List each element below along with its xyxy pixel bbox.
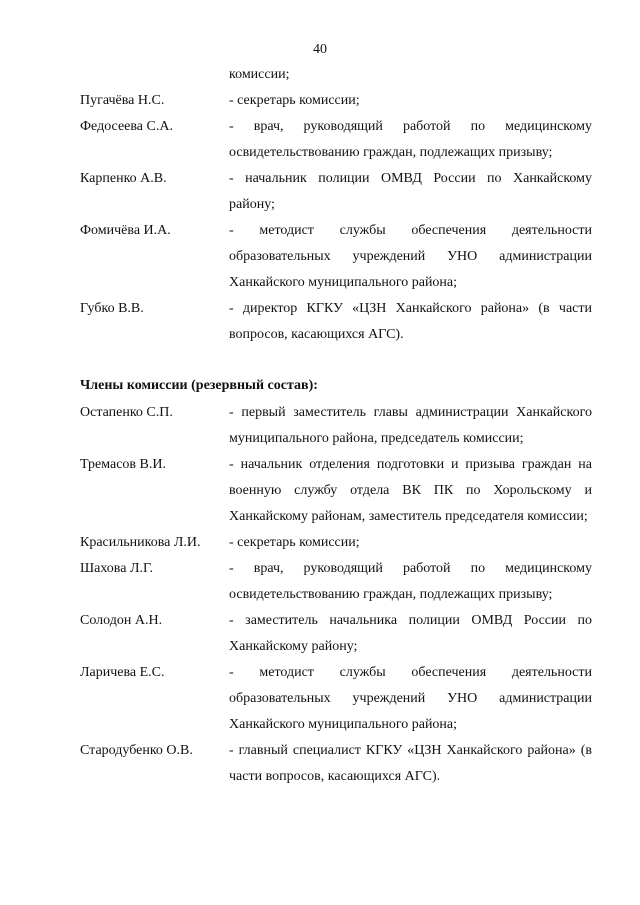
reserve-member-entry: [80, 660, 592, 738]
member-entry: [80, 218, 592, 296]
member-entry: [80, 166, 592, 218]
reserve-member-entry: [80, 452, 592, 530]
member-role: - секретарь комиссии;: [229, 93, 360, 108]
member-name: Красильникова Л.И.: [80, 535, 201, 550]
member-role: - секретарь комиссии;: [229, 535, 360, 550]
reserve-member-entry: [80, 608, 592, 660]
member-list: [80, 88, 592, 790]
member-name: Пугачёва Н.С.: [80, 93, 165, 108]
member-name: Солодон А.Н.: [80, 613, 163, 628]
member-role: - врач, руководящий работой по медицинскому освидетельствованию граждан, подлежащих призыву;: [229, 119, 592, 160]
member-role: - врач, руководящий работой по медицинскому освидетельствованию граждан, подлежащих призыву;: [229, 561, 592, 602]
member-name: Ларичева Е.С.: [80, 665, 165, 680]
member-name: Остапенко С.П.: [80, 405, 173, 420]
continuation-text: комиссии;: [229, 67, 290, 82]
page-number: 40: [313, 42, 327, 57]
member-role: - первый заместитель главы администрации Ханкайского муниципального района, председатель комиссии;: [229, 405, 592, 446]
member-name: Шахова Л.Г.: [80, 561, 153, 576]
member-name: Губко В.В.: [80, 301, 144, 316]
member-role: - методист службы обеспечения деятельности образовательных учреждений УНО администрации Ханкайского муниципального района;: [229, 223, 592, 290]
member-name: Федосеева С.А.: [80, 119, 173, 134]
reserve-member-entry: [80, 556, 592, 608]
reserve-section-heading: Члены комиссии (резервный состав):: [80, 378, 318, 393]
member-role: - заместитель начальника полиции ОМВД России по Ханкайскому району;: [229, 613, 592, 654]
member-role: - главный специалист КГКУ «ЦЗН Ханкайского района» (в части вопросов, касающихся АГС).: [229, 743, 592, 784]
member-entry: [80, 114, 592, 166]
member-name: Карпенко А.В.: [80, 171, 167, 186]
reserve-member-entry: [80, 400, 592, 452]
member-role: - методист службы обеспечения деятельности образовательных учреждений УНО администрации Ханкайского муниципального района;: [229, 665, 592, 732]
member-entry: [80, 88, 592, 114]
reserve-member-entry: [80, 530, 592, 556]
member-role: - начальник полиции ОМВД России по Ханкайскому району;: [229, 171, 592, 212]
member-name: Тремасов В.И.: [80, 457, 166, 472]
member-name: Фомичёва И.А.: [80, 223, 171, 238]
member-entry: [80, 296, 592, 348]
member-name: Стародубенко О.В.: [80, 743, 193, 758]
member-role: - начальник отделения подготовки и призыва граждан на военную службу отдела ВК ПК по Хорольскому и Ханкайскому районам, заместитель председателя комиссии;: [229, 457, 592, 524]
member-role: - директор КГКУ «ЦЗН Ханкайского района» (в части вопросов, касающихся АГС).: [229, 301, 592, 342]
reserve-member-entry: [80, 738, 592, 790]
